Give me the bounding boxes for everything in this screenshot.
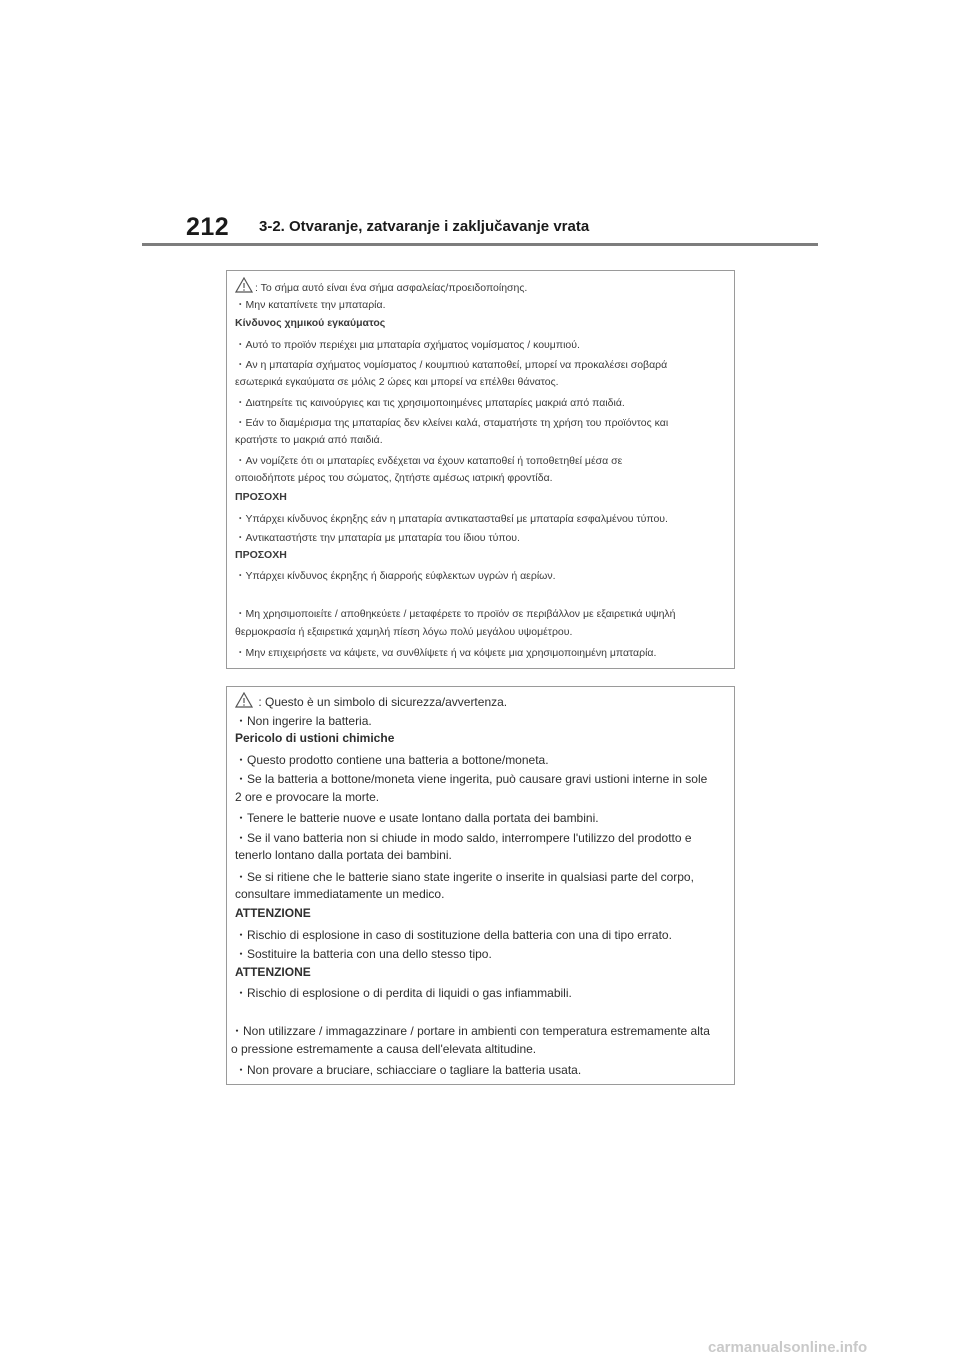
greek-line-0 [235,277,527,296]
italian-line-9: ・Se si ritiene che le batterie siano state ingerite o inserite in qualsiasi parte del corpo, [235,870,694,884]
italian-line-7: ・Se il vano batteria non si chiude in modo saldo, interrompere l'utilizzo del prodotto e [235,831,692,845]
italian-line-10: consultare immediatamente un medico. [235,887,445,901]
greek-heading-chemical-burn: Κίνδυνος χημικού εγκαύματος [235,317,386,329]
italian-line-1: ・Non ingerire la batteria. [235,714,372,728]
italian-line-6: ・Tenere le batterie nuove e usate lontano dalla portata dei bambini. [235,811,599,825]
italian-line-16: ・Non utilizzare / immagazzinare / portare in ambienti con temperatura estremamente alta [231,1024,710,1038]
greek-line-12: ・Υπάρχει κίνδυνος έκρηξης εάν η μπαταρία αντικατασταθεί με μπαταρία εσφαλμένου τύπου. [235,513,668,525]
italian-line-18: ・Non provare a bruciare, schiacciare o tagliare la batteria usata. [235,1063,582,1077]
page-number: 212 [186,213,230,241]
italian-line-17: o pressione estremamente a causa dell'elevata altitudine. [231,1042,537,1056]
italian-heading-attention-2: ATTENZIONE [235,965,311,979]
greek-line-17: θερμοκρασία ή εξαιρετικά χαμηλή πίεση λόγω πολύ μεγάλου υψομέτρου. [235,626,573,638]
italian-line-0 [235,692,507,711]
greek-line-15: ・Υπάρχει κίνδυνος έκρηξης ή διαρροής εύφλεκτων υγρών ή αερίων. [235,570,556,582]
italian-heading-chemical-burn: Pericolo di ustioni chimiche [235,731,395,745]
greek-line-4: ・Αν η μπαταρία σχήματος νομίσματος / κουμπιού καταποθεί, μπορεί να προκαλέσει σοβαρά [235,359,668,371]
warning-triangle-icon [235,277,253,296]
greek-line-1: ・Μην καταπίνετε την μπαταρία. [235,299,386,311]
italian-line-12: ・Rischio di esplosione in caso di sostituzione della batteria con una di tipo errato. [235,928,672,942]
greek-line-16: ・Μη χρησιμοποιείτε / αποθηκεύετε / μεταφέρετε το προϊόν σε περιβάλλον με εξαιρετικά υψηλή [235,608,676,620]
italian-heading-attention-1: ATTENZIONE [235,906,311,920]
greek-line-13: ・Αντικαταστήστε την μπαταρία με μπαταρία του ίδιου τύπου. [235,532,520,544]
italian-line-3: ・Questo prodotto contiene una batteria a bottone/moneta. [235,753,549,767]
italian-line-8: tenerlo lontano dalla portata dei bambini. [235,848,452,862]
greek-line-8: κρατήστε το μακριά από παιδιά. [235,434,383,446]
greek-heading-caution-1: ΠΡΟΣΟΧΗ [235,491,287,503]
greek-line-5: εσωτερικά εγκαύματα σε μόλις 2 ώρες και μπορεί να επέλθει θάνατος. [235,376,559,388]
header-divider [142,243,818,246]
greek-line-3: ・Αυτό το προϊόν περιέχει μια μπαταρία σχήματος νομίσματος / κουμπιού. [235,339,580,351]
watermark: carmanualsonline.info [708,1339,868,1356]
italian-line-0-text: : Questo è un simbolo di sicurezza/avvertenza. [255,695,508,709]
greek-heading-caution-2: ΠΡΟΣΟΧΗ [235,549,287,561]
greek-line-7: ・Εάν το διαμέρισμα της μπαταρίας δεν κλείνει καλά, σταματήστε τη χρήση του προϊόντος και [235,417,669,429]
section-title: 3-2. Otvaranje, zatvaranje i zaključavanje vrata [259,218,590,235]
italian-line-13: ・Sostituire la batteria con una dello stesso tipo. [235,947,492,961]
greek-line-10: οποιοδήποτε μέρος του σώματος, ζητήστε αμέσως ιατρική φροντίδα. [235,472,553,484]
italian-line-4: ・Se la batteria a bottone/moneta viene ingerita, può causare gravi ustioni interne in sole [235,772,708,786]
greek-line-9: ・Αν νομίζετε ότι οι μπαταρίες ενδέχεται να έχουν καταποθεί ή τοποθετηθεί μέσα σε [235,455,623,467]
italian-line-15: ・Rischio di esplosione o di perdita di liquidi o gas infiammabili. [235,986,572,1000]
greek-warning-box [226,270,735,669]
greek-line-0-text: : Το σήμα αυτό είναι ένα σήμα ασφαλείας/προειδοποίησης. [255,282,528,294]
warning-triangle-icon [235,692,253,711]
greek-line-6: ・Διατηρείτε τις καινούργιες και τις χρησιμοποιημένες μπαταρίες μακριά από παιδιά. [235,397,625,409]
greek-line-18: ・Μην επιχειρήσετε να κάψετε, να συνθλίψετε ή να κόψετε μια χρησιμοποιημένη μπαταρία. [235,647,657,659]
italian-warning-box [226,686,735,1085]
italian-line-5: 2 ore e provocare la morte. [235,790,380,804]
